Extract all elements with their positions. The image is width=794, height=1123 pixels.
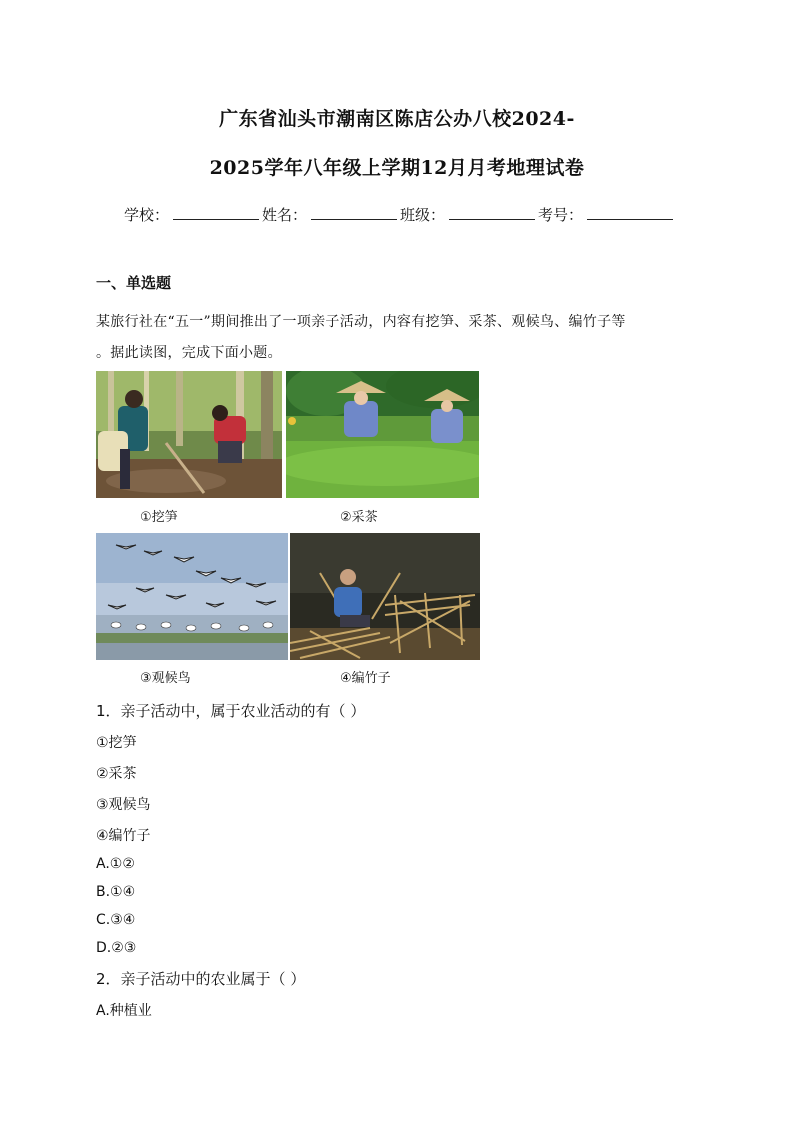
school-label: 学校：	[124, 206, 170, 224]
question-1-item-4: ④编竹子	[96, 828, 151, 844]
intro-text-line1: 某旅行社在“五一”期间推出了一项亲子活动，内容有挖笋、采茶、观候鸟、编竹子等	[96, 314, 626, 330]
intro-text-line2: 。据此读图，完成下面小题。	[96, 345, 282, 361]
school-blank[interactable]	[173, 205, 259, 220]
exam-title-line1: 广东省汕头市潮南区陈店公办八校2024-	[219, 108, 575, 130]
caption-photo-2: ②采茶	[340, 510, 378, 525]
section-heading: 一、单选题	[96, 274, 172, 292]
student-info-row	[124, 204, 676, 225]
photo-weaving-bamboo	[290, 533, 480, 660]
question-1-option-c[interactable]: C.③④	[96, 912, 136, 928]
caption-photo-1: ①挖笋	[140, 510, 178, 525]
question-1-option-d[interactable]: D.②③	[96, 940, 137, 956]
question-1-item-1: ①挖笋	[96, 735, 137, 751]
question-1-item-3: ③观候鸟	[96, 797, 151, 813]
question-2-option-a[interactable]: A.种植业	[96, 1003, 152, 1019]
question-1-option-b[interactable]: B.①④	[96, 884, 136, 900]
class-blank[interactable]	[449, 205, 535, 220]
photo-watching-migratory-birds	[96, 533, 288, 660]
question-1-option-a[interactable]: A.①②	[96, 856, 135, 872]
question-2-stem: 2．亲子活动中的农业属于（ ）	[96, 970, 306, 988]
question-1-item-2: ②采茶	[96, 766, 137, 782]
class-label: 班级：	[400, 206, 446, 224]
name-label: 姓名：	[262, 206, 308, 224]
photo-picking-tea	[286, 371, 479, 498]
exam-title-line2: 2025学年八年级上学期12月月考地理试卷	[209, 157, 585, 179]
caption-photo-4: ④编竹子	[340, 671, 391, 686]
photo-digging-bamboo-shoots	[96, 371, 282, 498]
caption-photo-3: ③观候鸟	[140, 671, 191, 686]
question-1-stem: 1．亲子活动中，属于农业活动的有（ ）	[96, 702, 366, 720]
number-label: 考号：	[538, 206, 584, 224]
name-blank[interactable]	[311, 205, 397, 220]
number-blank[interactable]	[587, 205, 673, 220]
